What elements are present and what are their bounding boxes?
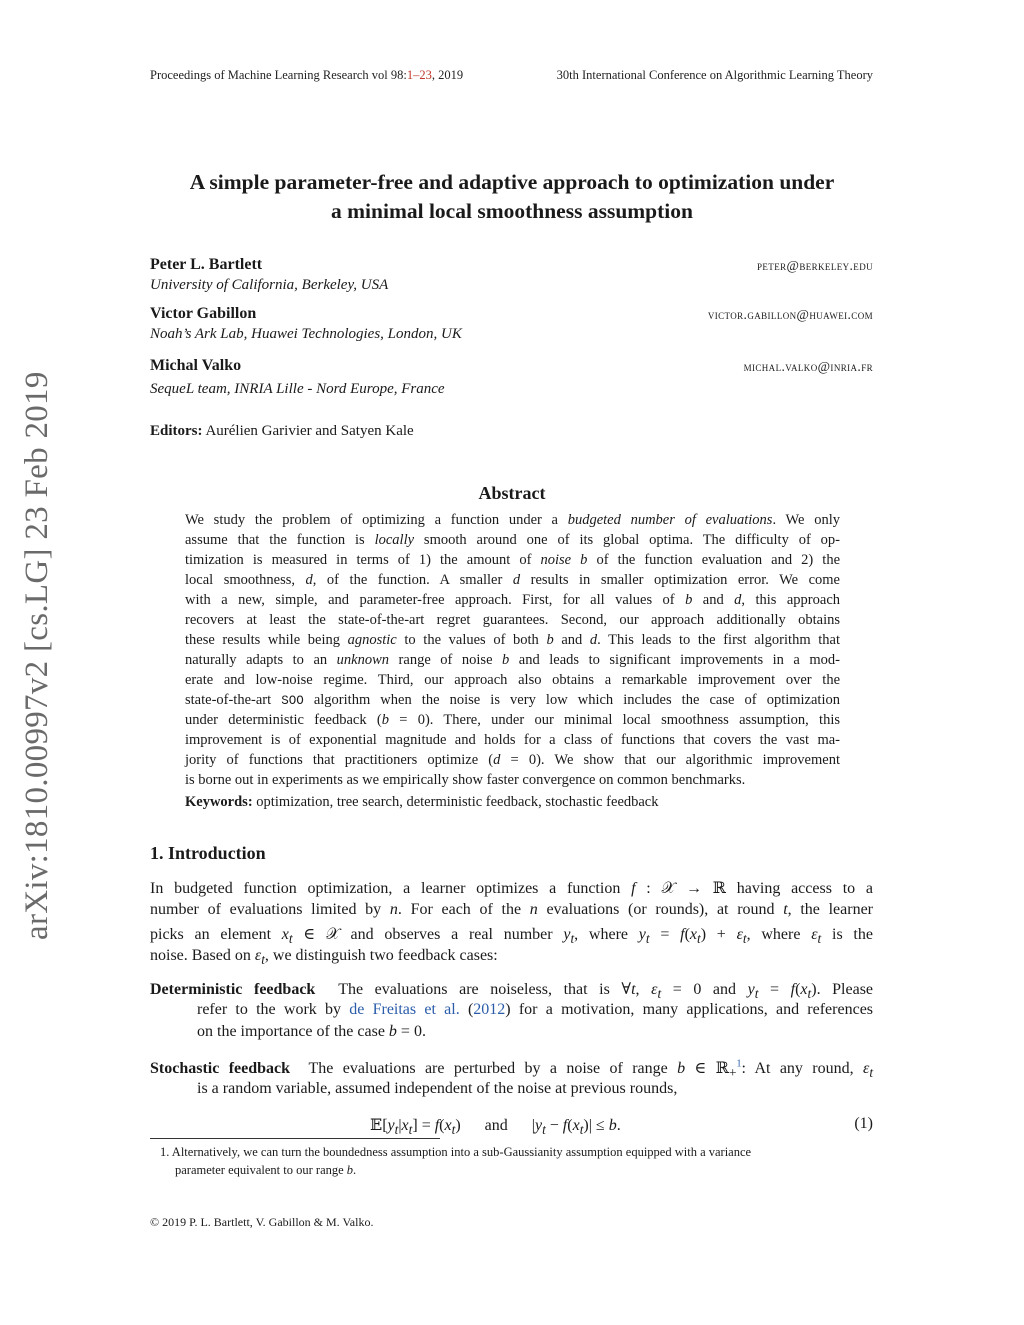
editors-line: Editors: Aurélien Garivier and Satyen Kale (150, 423, 414, 439)
citation-year-link[interactable]: 2012 (473, 1001, 506, 1018)
author-name: Michal Valko (150, 357, 242, 374)
footnote-rule (150, 1138, 440, 1139)
footnote-marker[interactable]: 1 (736, 1058, 742, 1070)
author-name: Peter L. Bartlett (150, 256, 263, 273)
section-heading: 1. Introduction (150, 843, 266, 863)
page-range-link[interactable]: 1–23 (406, 68, 432, 82)
author-affiliation: University of California, Berkeley, USA (150, 277, 389, 293)
equation-number: (1) (854, 1115, 873, 1132)
author-email[interactable]: peter@berkeley.edu (757, 258, 873, 273)
author-email[interactable]: michal.valko@inria.fr (743, 359, 873, 374)
author-affiliation: SequeL team, INRIA Lille - Nord Europe, France (150, 381, 445, 397)
author-email[interactable]: victor.gabillon@huawei.com (707, 307, 873, 322)
arxiv-stamp: arXiv:1810.00997v2 [cs.LG] 23 Feb 2019 (19, 371, 55, 940)
running-header-left: Proceedings of Machine Learning Research vol 98:1–23, 2019 (150, 68, 464, 82)
copyright-notice: © 2019 P. L. Bartlett, V. Gabillon & M. Valko. (150, 1215, 374, 1229)
author-name: Victor Gabillon (150, 305, 257, 322)
running-header-right: 30th International Conference on Algorithmic Learning Theory (556, 68, 873, 82)
author-affiliation: Noah’s Ark Lab, Huawei Technologies, London, UK (150, 326, 462, 342)
equation-1: $𝔼[y_t|x_t] = f(x_t)$ and $|y_t - f(x_t)| \le b$. (370, 1117, 621, 1138)
paper-title: A simple parameter-free and adaptive approach to optimization under a minimal local smoothness assumption (189, 170, 835, 223)
author-row (150, 305, 873, 327)
abstract-heading: Abstract (478, 483, 546, 503)
citation-link[interactable]: de Freitas et al. (349, 1001, 460, 1018)
author-row (150, 357, 873, 379)
keywords-line: Keywords: optimization, tree search, deterministic feedback, stochastic feedback (185, 794, 659, 810)
author-row (150, 256, 873, 278)
